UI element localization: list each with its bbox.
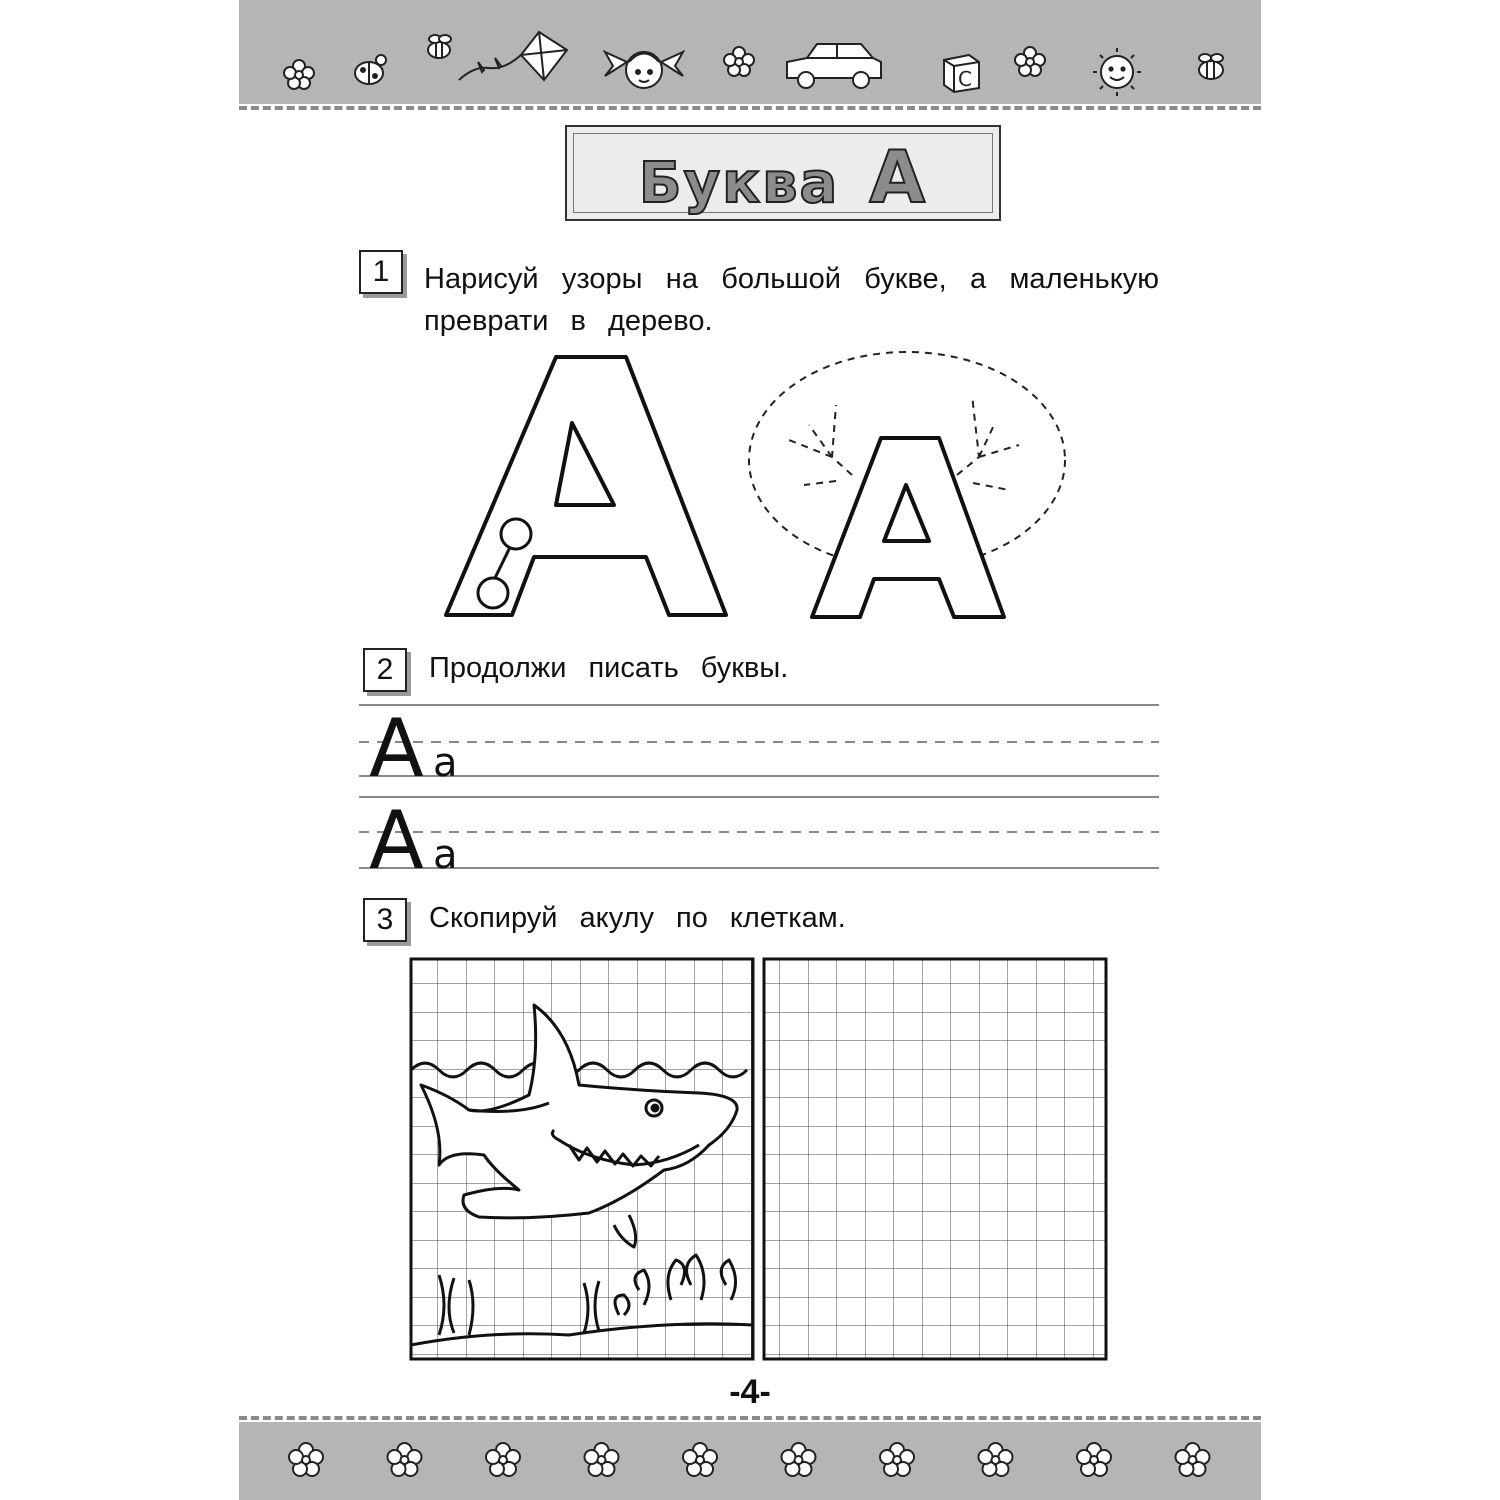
flower-icon [585, 1443, 619, 1476]
header-dash-line [239, 106, 1261, 110]
task-2-number: 2 [363, 648, 407, 692]
task-1-number: 1 [359, 250, 403, 294]
kite-icon [459, 32, 567, 80]
task-1-letters [434, 345, 1084, 630]
task-3-number: 3 [363, 898, 407, 942]
doll-icon [605, 52, 683, 88]
page-title [567, 135, 999, 219]
flower-icon [724, 47, 754, 76]
sample-lower-a: а [433, 740, 458, 786]
empty-copy-grid [764, 959, 1106, 1359]
flower-icon [880, 1443, 914, 1476]
ladybug-icon [355, 55, 386, 84]
task-2-text: Продолжи писать буквы. [429, 652, 789, 684]
flower-icon [388, 1443, 422, 1476]
writing-lines [359, 700, 1159, 875]
title-board [565, 125, 1001, 221]
task-3-text: Скопируй акулу по клеткам. [429, 902, 846, 934]
sample-upper-a: А [369, 794, 424, 875]
title-word: Буква [638, 151, 840, 216]
flower-icon [979, 1443, 1013, 1476]
footer-flowers [239, 1422, 1261, 1500]
sample-lower-a: а [433, 832, 458, 875]
flower-icon [284, 60, 314, 89]
footer-dash-line [239, 1416, 1261, 1420]
title-letter: А [869, 135, 928, 219]
task-1-text: Нарисуй узоры на большой букве, а маленькую преврати в дерево. [424, 263, 1159, 337]
cube-letter: C [958, 67, 972, 91]
workbook-page [239, 0, 1261, 1500]
flower-icon [683, 1443, 717, 1476]
cube-icon [944, 55, 979, 92]
page-number: -4- [729, 1373, 771, 1411]
flower-icon [289, 1443, 323, 1476]
header-icons [239, 0, 1261, 104]
car-icon [787, 44, 881, 88]
sun-icon [1093, 48, 1141, 96]
copy-grids [409, 955, 1109, 1365]
flower-icon [1077, 1443, 1111, 1476]
bee-icon [428, 35, 451, 58]
flower-icon [1176, 1443, 1210, 1476]
flower-icon [782, 1443, 816, 1476]
shark-grid [411, 959, 753, 1359]
flower-icon [486, 1443, 520, 1476]
flower-icon [1015, 47, 1045, 76]
bee-icon [1199, 54, 1223, 79]
big-letter-a-outline [446, 357, 726, 615]
sample-upper-a: А [369, 702, 424, 795]
letter-samples [369, 702, 458, 875]
